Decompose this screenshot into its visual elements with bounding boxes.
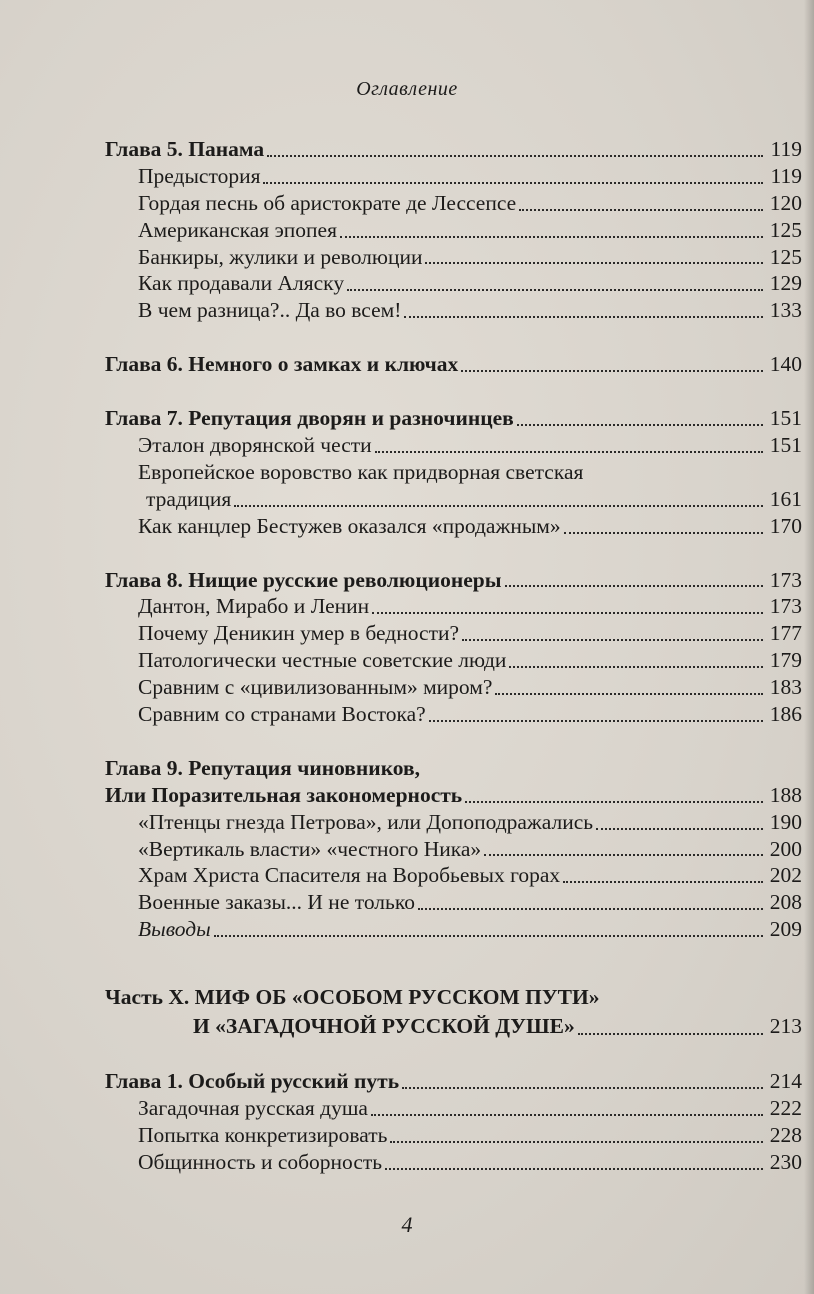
toc-part-x-line1[interactable]: Часть X. МИФ ОБ «ОСОБОМ РУССКОМ ПУТИ»: [105, 985, 600, 1010]
toc-item-line1[interactable]: [105, 459, 802, 486]
dot-leader: [375, 451, 763, 453]
toc-page-number: 161: [769, 486, 802, 511]
toc-page-number: 209: [769, 917, 802, 942]
toc-entry-title: И «ЗАГАДОЧНОЙ РУССКОЙ ДУШЕ»: [193, 1014, 575, 1039]
toc-item[interactable]: [105, 513, 802, 540]
toc-item[interactable]: [105, 270, 802, 297]
toc-entry-title: «Птенцы гнезда Петрова», или Допоподражались: [138, 809, 594, 834]
toc-item[interactable]: [105, 701, 802, 728]
dot-leader: [495, 693, 763, 695]
dot-leader: [267, 155, 763, 157]
toc-entry-title: Европейское воровство как придворная светская: [138, 459, 584, 484]
toc-entry-title: Банкиры, жулики и революции: [138, 244, 423, 269]
dot-leader: [517, 424, 763, 426]
toc-entry-title: Сравним с «цивилизованным» миром?: [138, 675, 493, 700]
dot-leader: [404, 316, 763, 318]
dot-leader: [509, 666, 763, 668]
toc-entry-title: Глава 9. Репутация чиновников,: [105, 755, 420, 780]
dot-leader: [371, 1114, 763, 1116]
toc-item[interactable]: [105, 217, 802, 244]
toc-entry-title: Глава 5. Панама: [105, 137, 265, 161]
dot-leader: [214, 935, 763, 937]
toc-entry-title: Дантон, Мирабо и Ленин: [138, 594, 370, 619]
toc-item[interactable]: [105, 889, 802, 916]
spacer: [105, 943, 802, 983]
toc-entry-title: Эталон дворянской чести: [138, 433, 372, 458]
dot-leader: [505, 585, 763, 587]
dot-leader: [578, 1033, 763, 1035]
toc-entry-title: Глава 8. Нищие русские революционеры: [105, 567, 502, 592]
toc-part-x-line2[interactable]: [105, 1012, 802, 1041]
toc-chapter-6[interactable]: [105, 351, 802, 378]
page-edge-shadow: [804, 0, 814, 1294]
running-header: Оглавление: [356, 78, 458, 100]
toc-item[interactable]: [105, 809, 802, 836]
toc-item[interactable]: [105, 190, 802, 217]
toc-item[interactable]: [105, 432, 802, 459]
toc-item[interactable]: [105, 1149, 802, 1176]
toc-page-number: 188: [769, 782, 802, 807]
toc-entry-title: Храм Христа Спасителя на Воробьевых горах: [138, 863, 561, 888]
toc-chapter-9-line1[interactable]: [105, 755, 802, 782]
dot-leader: [461, 370, 763, 372]
toc-page-number: 173: [769, 567, 802, 592]
toc-entry-title: Глава 7. Репутация дворян и разночинцев: [105, 406, 514, 431]
table-of-contents: [105, 136, 802, 1176]
toc-entry-title: Патологически честные советские люди: [138, 648, 507, 673]
toc-page-number: 213: [769, 1014, 802, 1039]
toc-item-line2[interactable]: [105, 486, 802, 513]
dot-leader: [402, 1087, 763, 1089]
toc-page-number: 222: [769, 1096, 802, 1121]
toc-page-number: 183: [769, 675, 802, 700]
toc-item[interactable]: [105, 244, 802, 271]
spacer: [105, 728, 802, 755]
toc-chapter-5[interactable]: [105, 136, 802, 163]
dot-leader: [234, 505, 763, 507]
spacer: [105, 378, 802, 405]
toc-item[interactable]: [105, 297, 802, 324]
dot-leader: [465, 801, 763, 803]
dot-leader: [564, 532, 763, 534]
toc-page-number: 170: [769, 513, 802, 538]
spacer: [105, 324, 802, 351]
dot-leader: [263, 182, 763, 184]
dot-leader: [340, 236, 763, 238]
toc-item[interactable]: [105, 1095, 802, 1122]
toc-entry-title: Попытка конкретизировать: [138, 1122, 388, 1147]
toc-entry-title: Как продавали Аляску: [138, 271, 345, 296]
toc-page-number: 119: [770, 137, 802, 161]
dot-leader: [390, 1141, 763, 1143]
toc-page-number: 190: [769, 809, 802, 834]
toc-entry-title: Общинность и соборность: [138, 1149, 383, 1174]
toc-entry-title: В чем разница?.. Да во всем!: [138, 298, 402, 323]
toc-page-number: 119: [770, 163, 802, 188]
toc-page-number: 230: [769, 1149, 802, 1174]
toc-page-number: 125: [769, 217, 802, 242]
toc-entry-title: Почему Деникин умер в бедности?: [138, 621, 460, 646]
toc-entry-title: Выводы: [138, 917, 211, 942]
dot-leader: [418, 908, 763, 910]
toc-item[interactable]: [105, 1122, 802, 1149]
spacer: [105, 1041, 802, 1068]
dot-leader: [429, 720, 763, 722]
dot-leader: [347, 289, 763, 291]
toc-page-number: 140: [769, 352, 802, 377]
toc-chapter-1[interactable]: [105, 1068, 802, 1095]
dot-leader: [596, 828, 763, 830]
toc-chapter-8[interactable]: [105, 567, 802, 594]
toc-entry-title: Гордая песнь об аристократе де Лессепсе: [138, 190, 517, 215]
toc-entry-title: Предыстория: [138, 163, 261, 188]
toc-page-number: 129: [769, 271, 802, 296]
toc-item[interactable]: [105, 862, 802, 889]
toc-page-number: 125: [769, 244, 802, 269]
toc-entry-title: Или Поразительная закономерность: [105, 782, 463, 807]
dot-leader: [519, 209, 763, 211]
toc-page-number: 120: [769, 190, 802, 215]
dot-leader: [484, 854, 763, 856]
toc-entry-title: Американская эпопея: [138, 217, 337, 242]
toc-page-number: 151: [769, 406, 802, 431]
toc-page-number: 186: [769, 702, 802, 727]
toc-page-number: 228: [769, 1122, 802, 1147]
toc-page-number: 208: [769, 890, 802, 915]
toc-entry-title: Глава 1. Особый русский путь: [105, 1069, 400, 1094]
toc-page-number: 214: [769, 1069, 802, 1094]
toc-item[interactable]: [105, 647, 802, 674]
page-number: 4: [401, 1212, 413, 1237]
toc-page-number: 151: [769, 433, 802, 458]
dot-leader: [462, 639, 763, 641]
toc-entry-title: традиция: [146, 486, 232, 511]
toc-page-number: 173: [769, 594, 802, 619]
dot-leader: [385, 1168, 763, 1170]
toc-entry-title: Загадочная русская душа: [138, 1096, 368, 1121]
toc-entry-title: Военные заказы... И не только: [138, 890, 415, 915]
toc-item[interactable]: [105, 674, 802, 701]
toc-entry-title: Как канцлер Бестужев оказался «продажным»: [138, 513, 561, 538]
toc-page-number: 179: [769, 648, 802, 673]
toc-page-number: 200: [769, 836, 802, 861]
toc-entry-title: Сравним со странами Востока?: [138, 702, 426, 727]
toc-entry-title: Глава 6. Немного о замках и ключах: [105, 352, 459, 377]
toc-page-number: 202: [769, 863, 802, 888]
dot-leader: [563, 881, 763, 883]
toc-page-number: 133: [769, 298, 802, 323]
toc-page-number: 177: [769, 621, 802, 646]
toc-item[interactable]: [105, 916, 802, 943]
toc-item[interactable]: [105, 620, 802, 647]
toc-item[interactable]: [105, 836, 802, 863]
toc-chapter-9-line2[interactable]: [105, 782, 802, 809]
toc-item[interactable]: [105, 593, 802, 620]
toc-entry-title: «Вертикаль власти» «честного Ника»: [138, 836, 482, 861]
toc-chapter-7[interactable]: [105, 405, 802, 432]
dot-leader: [372, 612, 763, 614]
dot-leader: [425, 262, 763, 264]
spacer: [105, 540, 802, 567]
toc-item[interactable]: [105, 163, 802, 190]
